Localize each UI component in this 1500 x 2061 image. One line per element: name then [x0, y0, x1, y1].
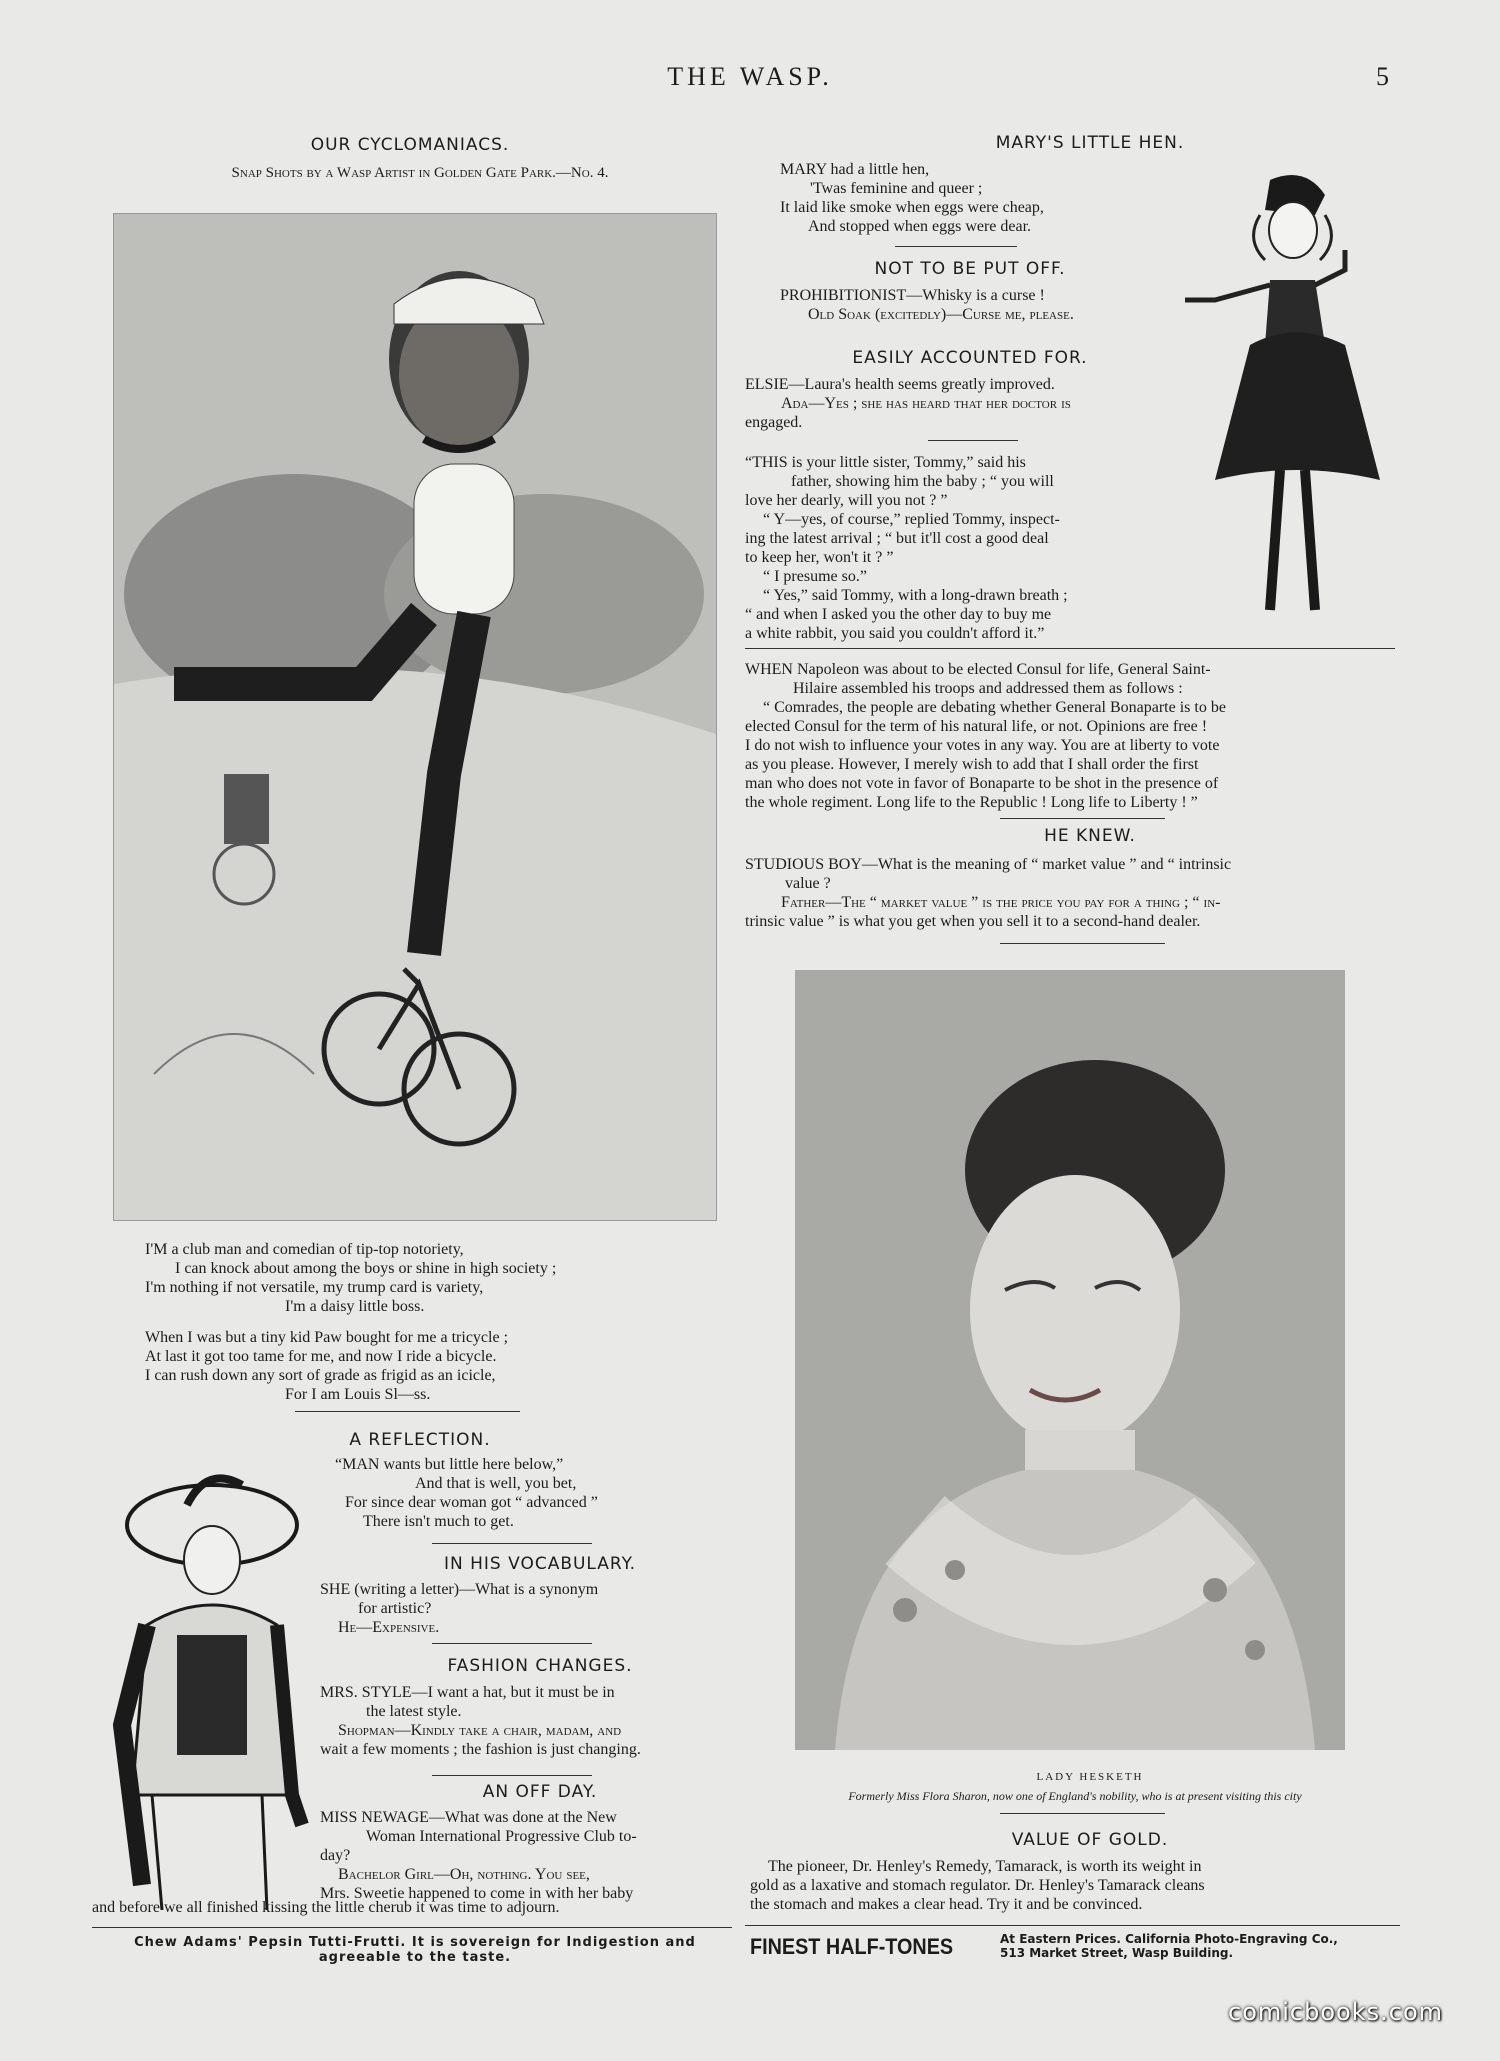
text-line: Father—The “ market value ” is the price you pay for a thing ; “ in- [781, 894, 1221, 911]
text-line: love her dearly, will you not ? ” [745, 492, 948, 509]
text-line: ELSIE—Laura's health seems greatly improved. [745, 376, 1055, 393]
text-line: elected Consul for the term of his natural life, or not. Opinions are free ! [745, 718, 1208, 735]
text-line: MRS. STYLE—I want a hat, but it must be in [320, 1684, 615, 1701]
he-knew-title: HE KNEW. [1044, 826, 1136, 846]
text-line: WHEN Napoleon was about to be elected Consul for life, General Saint- [745, 661, 1211, 678]
dancing-girl-illustration [1175, 170, 1400, 630]
text-line: SHE (writing a letter)—What is a synonym [320, 1581, 599, 1598]
text-line: “ I presume so.” [763, 568, 867, 585]
divider [745, 1925, 1400, 1926]
text-line: the latest style. [366, 1703, 462, 1720]
divider [432, 1543, 592, 1544]
cyclomaniacs-stanza-2 [145, 1328, 735, 1404]
text-line: engaged. [745, 414, 803, 431]
text-line: the whole regiment. Long life to the Republic ! Long life to Liberty ! ” [745, 794, 1198, 811]
ad-line: At Eastern Prices. California Photo-Engraving Co., [1000, 1932, 1338, 1946]
easily-accounted-title: EASILY ACCOUNTED FOR. [852, 348, 1088, 368]
text-line: Hilaire assembled his troops and addressed them as follows : [793, 680, 1183, 697]
portrait-subcaption: Formerly Miss Flora Sharon, now one of England's nobility, who is at present visiting this city [848, 1789, 1302, 1803]
off-day-final-line: and before we all finished kissing the little cherub it was time to adjourn. [92, 1899, 560, 1916]
text-line: for artistic? [358, 1600, 432, 1617]
text-line: trinsic value ” is what you get when you sell it to a second-hand dealer. [745, 913, 1201, 930]
verse-line: And that is well, you bet, [415, 1475, 577, 1492]
verse-line: And stopped when eggs were dear. [808, 218, 1032, 235]
text-line: man who does not vote in favor of Bonaparte to be shot in the presence of [745, 775, 1219, 792]
text-line: gold as a laxative and stomach regulator. Dr. Henley's Tamarack cleans [750, 1877, 1205, 1894]
verse-line: MARY had a little hen, [780, 161, 930, 178]
verse-line: “MAN wants but little here below,” [335, 1456, 564, 1473]
value-of-gold-title: VALUE OF GOLD. [1011, 1830, 1169, 1850]
text-line: Woman International Progressive Club to- [366, 1828, 637, 1845]
not-to-be-put-off-title: NOT TO BE PUT OFF. [874, 259, 1066, 279]
text-line: “ Yes,” said Tommy, with a long-drawn breath ; [763, 587, 1068, 604]
text-line: “ Comrades, the people are debating whether General Bonaparte is to be [763, 699, 1226, 716]
text-line: day? [320, 1847, 351, 1864]
text-line: “ Y—yes, of course,” replied Tommy, inspect- [763, 511, 1060, 528]
text-line: “THIS is your little sister, Tommy,” said his [745, 454, 1026, 471]
text-line: Shopman—Kindly take a chair, madam, and [338, 1722, 622, 1739]
easily-accounted-text [745, 375, 1175, 432]
divider [1000, 818, 1165, 819]
fashion-changes-text [320, 1683, 740, 1759]
finest-half-tones-ad-heading: FINEST HALF-TONES [750, 1934, 954, 1959]
text-line: ing the latest arrival ; “ but it'll cost a good deal [745, 530, 1049, 547]
text-line: Bachelor Girl—Oh, nothing. You see, [338, 1866, 590, 1883]
page-header-title: THE WASP. [667, 62, 833, 91]
verse-line: There isn't much to get. [363, 1513, 514, 1530]
text-line: STUDIOUS BOY—What is the meaning of “ market value ” and “ intrinsic [745, 856, 1232, 873]
divider [928, 440, 1018, 441]
not-to-be-put-off-text [780, 286, 1180, 324]
verse-line: I'M a club man and comedian of tip-top notoriety, [145, 1241, 464, 1258]
pepsin-tutti-frutti-ad: Chew Adams' Pepsin Tutti-Frutti. It is sovereign for Indigestion and agreeable to the taste. [134, 1935, 696, 1965]
divider [1000, 1813, 1165, 1814]
divider [92, 1927, 732, 1928]
text-line: father, showing him the baby ; “ you will [791, 473, 1054, 490]
portrait-caption: LADY HESKETH [1036, 1771, 1144, 1783]
off-day-text [320, 1808, 740, 1903]
value-of-gold-text [750, 1857, 1400, 1914]
marys-little-hen-verse [780, 160, 1160, 236]
divider [895, 246, 1017, 247]
text-line: wait a few moments ; the fashion is just changing. [320, 1741, 641, 1758]
verse-line: I'm a daisy little boss. [285, 1298, 425, 1315]
tommy-anecdote [745, 453, 1175, 643]
napoleon-anecdote [745, 660, 1395, 812]
text-line: to keep her, won't it ? ” [745, 549, 894, 566]
cyclomaniacs-stanza-1 [145, 1240, 735, 1316]
cyclomaniacs-subtitle: Snap Shots by a Wasp Artist in Golden Gate Park.—No. 4. [231, 165, 609, 181]
verse-line: When I was but a tiny kid Paw bought for me a tricycle ; [145, 1329, 509, 1346]
text-line: “ and when I asked you the other day to buy me [745, 606, 1052, 623]
text-line: as you please. However, I merely wish to add that I shall order the first [745, 756, 1199, 773]
he-knew-text [745, 855, 1395, 931]
text-line: The pioneer, Dr. Henley's Remedy, Tamarack, is worth its weight in [768, 1858, 1202, 1875]
off-day-title: AN OFF DAY. [482, 1782, 598, 1802]
verse-line: For I am Louis Sl—ss. [285, 1386, 431, 1403]
text-line: Old Soak (excitedly)—Curse me, please. [808, 306, 1074, 323]
text-line: value ? [785, 875, 831, 892]
text-line: Ada—Yes ; she has heard that her doctor is [781, 395, 1071, 412]
verse-line: I can rush down any sort of grade as frigid as an icicle, [145, 1367, 496, 1384]
text-line: MISS NEWAGE—What was done at the New [320, 1809, 617, 1826]
verse-line: 'Twas feminine and queer ; [810, 180, 983, 197]
divider [295, 1411, 520, 1412]
lady-hesketh-portrait [795, 970, 1345, 1750]
reflection-title: A REFLECTION. [349, 1430, 491, 1450]
verse-line: At last it got too tame for me, and now I ride a bicycle. [145, 1348, 497, 1365]
fashion-changes-title: FASHION CHANGES. [447, 1656, 633, 1676]
divider [432, 1643, 592, 1644]
text-line: the stomach and makes a clear head. Try it and be convinced. [750, 1896, 1143, 1913]
text-line: Mrs. Sweetie happened to come in with her baby [320, 1885, 634, 1902]
verse-line: It laid like smoke when eggs were cheap, [780, 199, 1044, 216]
vocabulary-text [320, 1580, 735, 1637]
text-line: He—Expensive. [338, 1619, 440, 1636]
text-line: I do not wish to influence your votes in any way. You are at liberty to vote [745, 737, 1220, 754]
photo-engraving-ad-details [1000, 1932, 1400, 1960]
page-number: 5 [1376, 62, 1389, 91]
divider [432, 1775, 592, 1776]
verse-line: I'm nothing if not versatile, my trump card is variety, [145, 1279, 484, 1296]
reflection-verse [335, 1455, 735, 1531]
verse-line: For since dear woman got “ advanced ” [345, 1494, 598, 1511]
cyclist-caricature-illustration [113, 213, 717, 1221]
text-line: a white rabbit, you said you couldn't afford it.” [745, 625, 1045, 642]
verse-line: I can knock about among the boys or shine in high society ; [175, 1260, 557, 1277]
ad-line: 513 Market Street, Wasp Building. [1000, 1946, 1234, 1960]
marys-little-hen-title: MARY'S LITTLE HEN. [995, 133, 1185, 153]
woman-in-hat-illustration [92, 1465, 310, 1910]
cyclomaniacs-title: OUR CYCLOMANIACS. [310, 135, 510, 155]
vocabulary-title: IN HIS VOCABULARY. [443, 1554, 636, 1574]
divider [1000, 943, 1165, 944]
divider [745, 648, 1395, 649]
text-line: PROHIBITIONIST—Whisky is a curse ! [780, 287, 1045, 304]
site-watermark: comicbooks.com [1228, 1998, 1444, 2026]
